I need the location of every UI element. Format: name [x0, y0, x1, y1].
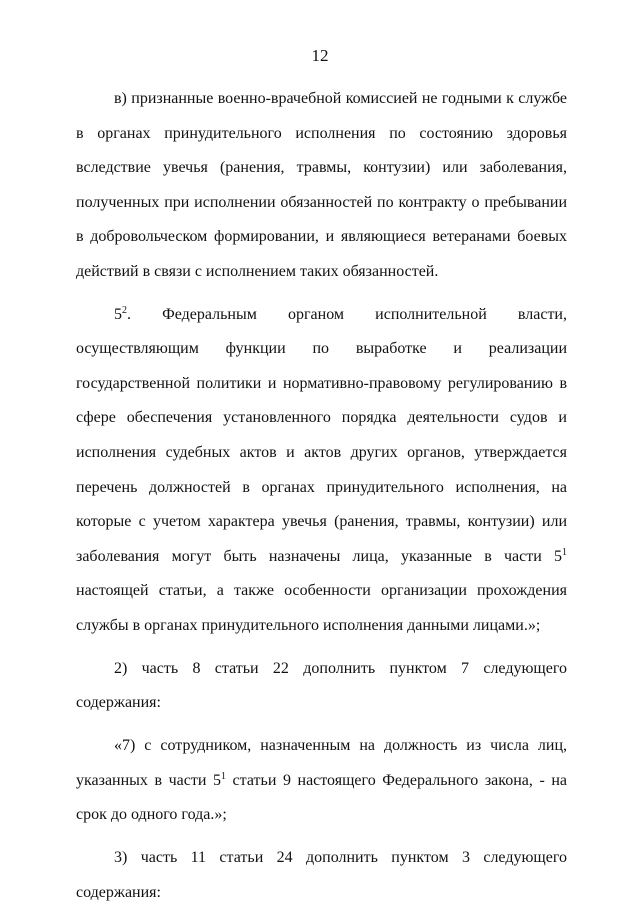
paragraph-5-2: [76, 298, 567, 643]
paragraph-item-2: 2) часть 8 статьи 22 дополнить пунктом 7 следующего содержания:: [76, 659, 567, 712]
paragraph-text: статьи 9 настоящего Федерального закона, - на срок до одного года.»;: [76, 771, 567, 824]
paragraph-text: настоящей статьи, а также особенности организации прохождения службы в органах принудительного исполнения данными лицами.»;: [76, 582, 567, 634]
paragraph-text: . Федеральным органом исполнительной власти, осуществляющим функции по выработке и реализации государственной политики и нормативно-правовому регулированию в сфере обеспечения установленного порядка деятельности судов и исполнения судебных актов и актов других органов, утверждается перечень должностей в органах принудительного исполнения, на которые с учетом характера увечья (ранения, травмы, контузии) или заболевания могут быть назначены лица, указанные в части 5: [76, 305, 567, 565]
paragraph-number: 5: [114, 305, 122, 323]
document-body: [76, 82, 567, 911]
page-number: 12: [311, 46, 329, 65]
superscript: 1: [562, 546, 567, 558]
superscript: 1: [220, 770, 226, 782]
paragraph-item-3: 3) часть 11 статьи 24 дополнить пунктом 3 следующего содержания:: [76, 849, 567, 902]
paragraph-item-7: [76, 729, 567, 833]
paragraph-v: в) признанные военно-врачебной комиссией не годными к службе в органах принудительного исполнения по состоянию здоровья вследствие увечья (ранения, травмы, контузии) или заболевания, полученных при исполнении обязанностей по контракту о пребывании в добровольческом формировании, и являющиеся ветеранами боевых действий в связи с исполнением таких обязанностей.: [76, 90, 567, 280]
paragraph-text: «7) с сотрудником, назначенным на должность из числа лиц, указанных в части 5: [76, 737, 567, 789]
superscript: 2: [122, 304, 127, 316]
